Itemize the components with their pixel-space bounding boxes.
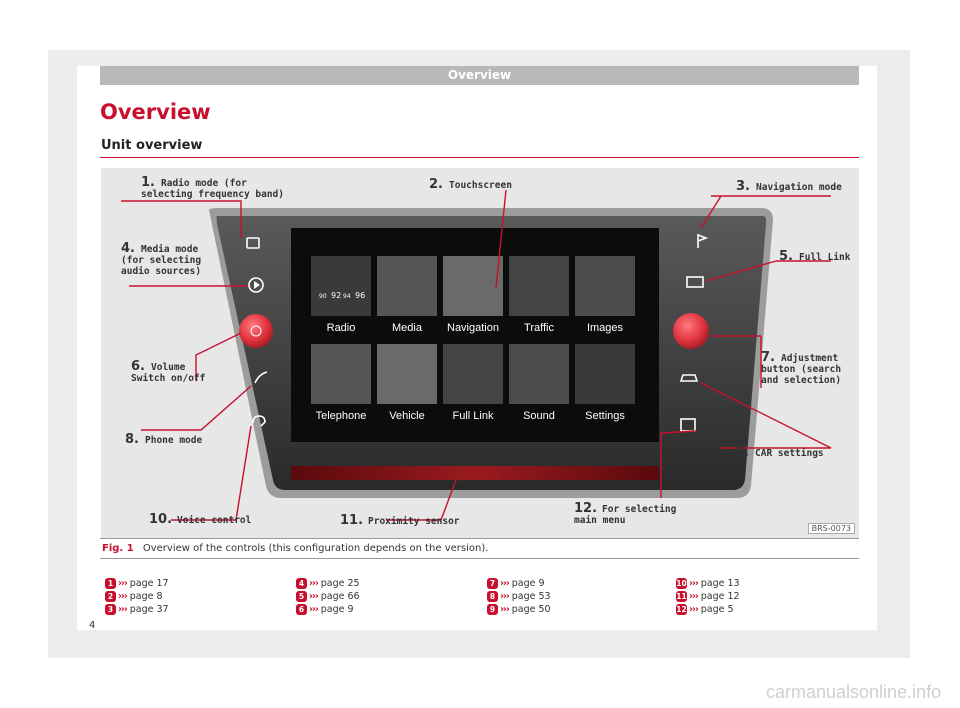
reference-arrows: ››› [118, 578, 127, 589]
reference-column [296, 577, 360, 616]
watermark: carmanualsonline.info [766, 682, 942, 702]
reference-badge: 7 [487, 578, 498, 589]
callout-label: Full Link [799, 252, 851, 263]
reference-badge: 11 [676, 592, 687, 601]
tile-label: Navigation [447, 322, 499, 334]
callout-label: Adjustment [781, 353, 839, 364]
callout-label: selecting frequency band) [141, 189, 284, 200]
callout-number: 1. [141, 175, 155, 190]
proximity-sensor [291, 466, 659, 480]
caption-rule-bottom [100, 558, 859, 559]
reference-page: page 5 [700, 604, 734, 615]
reference-badge: 6 [296, 604, 307, 615]
reference-link[interactable] [487, 590, 551, 603]
callout-label: For selecting [602, 504, 677, 515]
tile-label: Images [586, 322, 624, 334]
tile-label: Vehicle [389, 410, 425, 422]
callout-number: 3. [736, 179, 750, 194]
page-subtitle: Unit overview [101, 138, 203, 153]
callout-label: Switch on/off [131, 373, 206, 384]
figure-caption-text: Overview of the controls (this configuration depends on the version). [142, 543, 489, 554]
section-header: Overview [100, 66, 859, 85]
callout-label: and selection) [761, 375, 842, 386]
reference-column [105, 577, 169, 616]
reference-arrows: ››› [689, 578, 698, 589]
reference-link[interactable] [487, 603, 551, 616]
callout-number: 6. [131, 359, 145, 374]
reference-badge: 8 [487, 591, 498, 602]
callout-number: 8. [125, 432, 139, 447]
radio-frequency: 92 [331, 291, 342, 300]
reference-page: page 9 [320, 604, 354, 615]
callout-number: 12. [574, 501, 598, 516]
callout-label: Volume [151, 362, 186, 373]
callout-number: 4. [121, 241, 135, 256]
reference-arrows: ››› [689, 604, 698, 615]
callout-label: main menu [574, 515, 626, 526]
reference-arrows: ››› [118, 591, 127, 602]
callout-label: audio sources) [121, 266, 202, 277]
reference-column [487, 577, 551, 616]
reference-link[interactable] [676, 590, 740, 603]
menu-tile [311, 344, 371, 404]
callout-number: 9. [735, 445, 749, 460]
reference-page: page 12 [700, 591, 740, 602]
menu-tile [575, 344, 635, 404]
callout-number: 7. [761, 350, 775, 365]
reference-arrows: ››› [309, 604, 318, 615]
tile-label: Telephone [315, 410, 367, 422]
reference-badge: 9 [487, 604, 498, 615]
tile-label: Full Link [452, 410, 494, 422]
figure-code: BRS-0073 [808, 523, 855, 534]
callout-label: (for selecting [121, 255, 202, 266]
reference-badge: 3 [105, 604, 116, 615]
callout-number: 11. [340, 513, 364, 528]
callout-number: 10. [149, 512, 173, 527]
title-rule [100, 157, 859, 158]
radio-frequency: 96 [355, 291, 366, 300]
tile-label: Settings [585, 410, 625, 422]
callout-number: 5. [779, 249, 793, 264]
callout-label: Navigation mode [756, 182, 842, 193]
reference-link[interactable] [487, 577, 551, 590]
reference-badge: 12 [676, 605, 687, 614]
tile-label: Sound [523, 410, 555, 422]
tile-label: Radio [326, 322, 356, 334]
tile-label: Media [392, 322, 422, 334]
figure-label: Fig. 1 [102, 543, 134, 554]
reference-arrows: ››› [500, 578, 509, 589]
reference-page: page 53 [511, 591, 551, 602]
menu-tile [575, 256, 635, 316]
reference-link[interactable] [296, 577, 360, 590]
page-number: 4 [89, 620, 96, 631]
adjustment-knob [673, 313, 709, 349]
unit-illustration [101, 168, 859, 538]
reference-badge: 5 [296, 591, 307, 602]
reference-page: page 66 [320, 591, 360, 602]
radio-frequency: 94 [343, 293, 351, 300]
volume-knob [239, 314, 273, 348]
callout-label: Proximity sensor [368, 516, 460, 527]
reference-column [676, 577, 740, 616]
reference-link[interactable] [676, 603, 740, 616]
reference-arrows: ››› [309, 591, 318, 602]
callout-label: CAR settings [755, 448, 824, 459]
reference-link[interactable] [105, 603, 169, 616]
reference-link[interactable] [105, 590, 169, 603]
menu-tile [509, 344, 569, 404]
reference-badge: 4 [296, 578, 307, 589]
callout-label: Touchscreen [449, 180, 512, 191]
reference-badge: 1 [105, 578, 116, 589]
callout-label: Voice control [177, 515, 252, 526]
caption-rule [100, 538, 859, 539]
callout-label: Media mode [141, 244, 199, 255]
menu-tile [311, 256, 371, 316]
reference-arrows: ››› [500, 591, 509, 602]
reference-link[interactable] [105, 577, 169, 590]
menu-tile [377, 256, 437, 316]
reference-badge: 2 [105, 591, 116, 602]
reference-badge: 10 [676, 579, 687, 588]
reference-page: page 50 [511, 604, 551, 615]
reference-page: page 17 [129, 578, 169, 589]
reference-page: page 25 [320, 578, 360, 589]
callout-label: Radio mode (for [161, 178, 247, 189]
figure-caption [102, 543, 488, 554]
reference-page: page 9 [511, 578, 545, 589]
reference-arrows: ››› [309, 578, 318, 589]
menu-tile [443, 344, 503, 404]
reference-page: page 37 [129, 604, 169, 615]
reference-page: page 8 [129, 591, 163, 602]
tile-label: Traffic [524, 322, 554, 334]
unit-figure [101, 168, 859, 538]
reference-arrows: ››› [689, 591, 698, 602]
reference-arrows: ››› [118, 604, 127, 615]
menu-tile [509, 256, 569, 316]
reference-page: page 13 [700, 578, 740, 589]
callout-label: Phone mode [145, 435, 203, 446]
reference-link[interactable] [676, 577, 740, 590]
reference-arrows: ››› [500, 604, 509, 615]
callout-number: 2. [429, 177, 443, 192]
radio-frequency: 90 [319, 293, 327, 300]
reference-link[interactable] [296, 603, 360, 616]
callout-label: button (search [761, 364, 842, 375]
menu-tile [377, 344, 437, 404]
page-title: Overview [100, 100, 211, 124]
menu-tile [443, 256, 503, 316]
reference-link[interactable] [296, 590, 360, 603]
